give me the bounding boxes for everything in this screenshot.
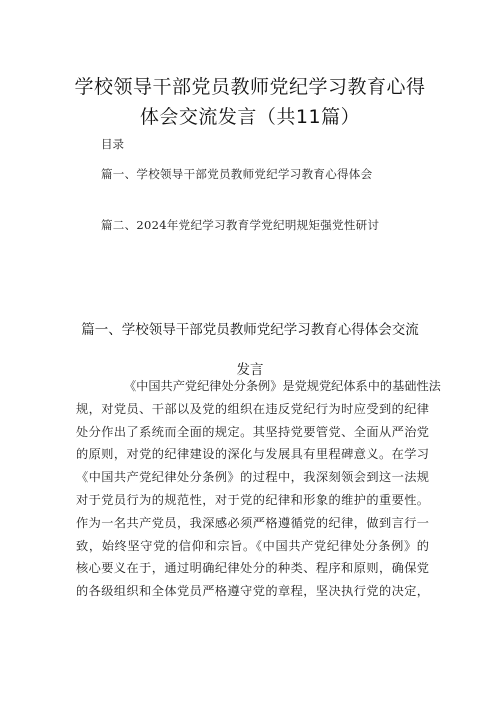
document-title-line: 学校领导干部党员教师党纪学习教育心得 — [74, 76, 426, 98]
body-line: 规，对党员、干部以及党的组织在违反党纪行为时应受到的纪律 — [76, 401, 429, 416]
body-line: 的原则，对党的纪律建设的深化与发展具有里程碑意义。在学习 — [76, 447, 429, 462]
toc-item[interactable]: 篇二、2024年党纪学习教育学党纪明规矩强党性研讨 — [101, 218, 380, 232]
body-line: 对于党员行为的规范性，对于党的纪律和形象的维护的重要性。 — [76, 492, 429, 507]
body-line: 《中国共产党纪律处分条例》是党规党纪体系中的基础性法 — [124, 379, 441, 393]
section-title-line: 发言 — [236, 362, 264, 378]
section-title-line: 篇一、学校领导干部党员教师党纪学习教育心得体会交流 — [81, 322, 419, 338]
document-title-line: 体会交流发言（共11篇） — [139, 106, 361, 128]
body-line: 《中国共产党纪律处分条例》的过程中，我深刻领会到这一法规 — [76, 470, 429, 485]
body-line: 核心要义在于，通过明确纪律处分的种类、程序和原则，确保党 — [76, 561, 429, 576]
body-line: 致，始终坚守党的信仰和宗旨。《中国共产党纪律处分条例》的 — [76, 538, 429, 553]
body-line: 的各级组织和全体党员严格遵守党的章程，坚决执行党的决定， — [76, 584, 429, 599]
document-title — [60, 72, 440, 132]
toc-item[interactable]: 篇一、学校领导干部党员教师党纪学习教育心得体会 — [101, 167, 373, 181]
body-paragraph — [76, 375, 441, 603]
body-line: 作为一名共产党员，我深感必须严格遵循党的纪律，做到言行一 — [76, 515, 429, 530]
toc-heading: 目录 — [101, 137, 124, 151]
body-line: 处分作出了系统而全面的规定。其坚持党要管党、全面从严治党 — [76, 424, 429, 439]
